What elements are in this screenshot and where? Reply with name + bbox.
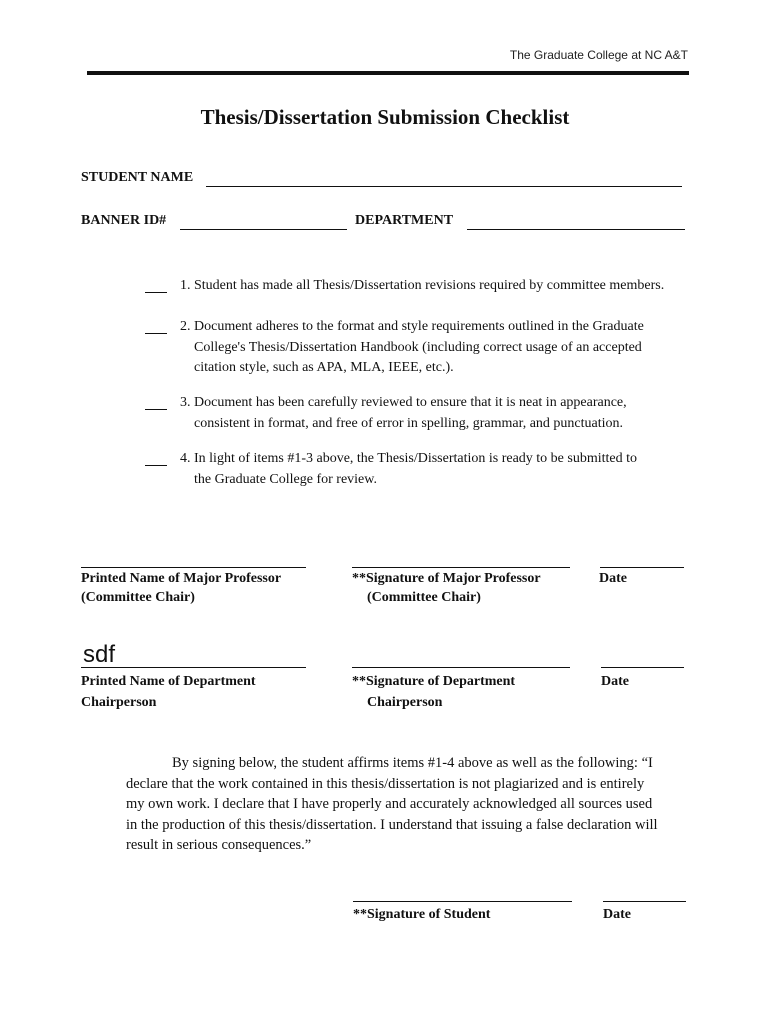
major-professor-signature-label-2: (Committee Chair) [367,590,481,605]
checklist-item-2-line3: citation style, such as APA, MLA, IEEE, etc.). [194,360,454,375]
department-chair-signature-label-2: Chairperson [367,695,443,710]
checklist-item-4-line2: the Graduate College for review. [194,471,377,487]
department-chair-signature-field[interactable] [352,667,570,668]
checklist-checkbox-3[interactable] [145,409,167,410]
student-date-label: Date [603,907,631,922]
checklist-item-4-line1: 4. In light of items #1-3 above, the Thesis/Dissertation is ready to be submitted to [180,451,638,466]
department-chair-name-value: sdf [83,641,116,668]
major-professor-name-label-1: Printed Name of Major Professor [81,571,282,586]
checklist-item-3 [180,393,720,434]
department-chair-name-label-2: Chairperson [81,695,157,710]
page-title: Thesis/Dissertation Submission Checklist [200,105,570,129]
major-professor-name-label [81,569,281,607]
student-name-label: STUDENT NAME [81,170,194,185]
affirmation-line-1: By signing below, the student affirms items #1-4 above as well as the following: “I [172,755,653,771]
department-chair-signature-label-1: **Signature of Department [352,674,516,689]
checklist-item-2 [180,317,720,379]
header-institution: The Graduate College at NC A&T [509,48,688,62]
banner-id-field[interactable] [180,229,347,230]
checklist-item-4 [180,449,720,490]
checklist-item-3-line2: consistent in format, and free of error in spelling, grammar, and punctuation. [194,415,624,431]
department-chair-date-label: Date [601,674,629,689]
student-signature-label: **Signature of Student [353,907,491,922]
department-chair-signature-label [352,672,515,712]
checklist-item-2-line2: College's Thesis/Dissertation Handbook (including correct usage of an accepted [194,339,642,355]
checklist-item-2-line1: 2. Document adheres to the format and style requirements outlined in the Graduate [180,319,644,334]
checklist-checkbox-4[interactable] [145,465,167,466]
department-label: DEPARTMENT [355,213,454,228]
department-chair-date-field[interactable] [601,667,684,668]
major-professor-signature-label-1: **Signature of Major Professor [352,571,541,586]
major-professor-signature-label [352,569,541,607]
banner-id-label: BANNER ID# [81,213,167,228]
department-field[interactable] [467,229,685,230]
checklist-item-1 [180,276,720,297]
affirmation-line-5: result in serious consequences.” [126,837,312,853]
student-name-field[interactable] [206,186,682,187]
checklist-item-3-line1: 3. Document has been carefully reviewed to ensure that it is neat in appearance, [180,395,627,410]
affirmation-paragraph [126,753,686,856]
major-professor-date-label: Date [599,571,627,586]
checklist-item-1-line1: 1. Student has made all Thesis/Dissertation revisions required by committee members. [180,278,665,293]
major-professor-name-label-2: (Committee Chair) [81,590,195,605]
student-signature-field[interactable] [353,901,572,902]
affirmation-line-2: declare that the work contained in this thesis/dissertation is not plagiarized and is entirely [126,775,645,792]
affirmation-line-3: my own work. I declare that I have properly and accurately acknowledged all sources used [126,796,653,812]
department-chair-name-label [81,672,256,712]
checklist-checkbox-1[interactable] [145,292,167,293]
major-professor-signature-field[interactable] [352,567,570,568]
major-professor-name-field[interactable] [81,567,306,568]
affirmation-line-4: in the production of this thesis/dissertation. I understand that issuing a false declaration will [126,816,658,833]
header-rule [87,71,689,75]
department-chair-name-label-1: Printed Name of Department [81,674,256,689]
checklist-checkbox-2[interactable] [145,333,167,334]
department-chair-name-field[interactable] [81,641,306,668]
major-professor-date-field[interactable] [600,567,684,568]
student-date-field[interactable] [603,901,686,902]
